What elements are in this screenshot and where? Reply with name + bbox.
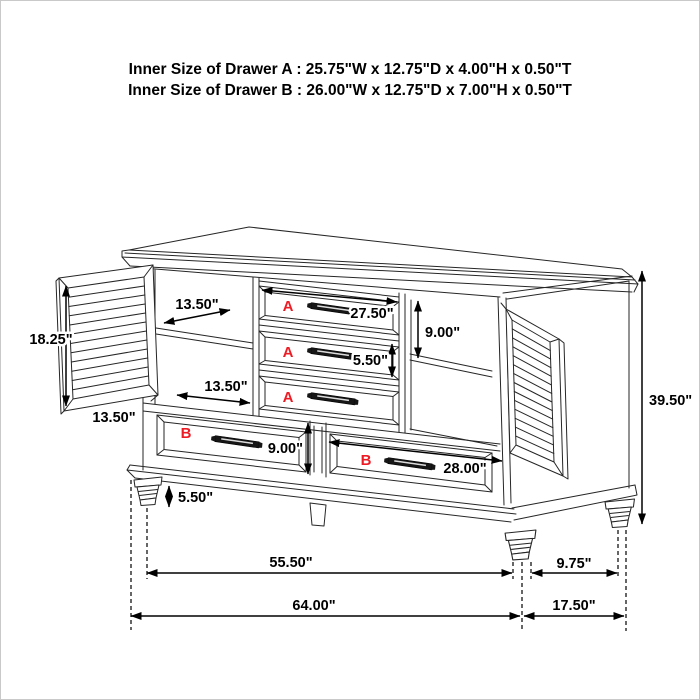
arrow-left-opening-width [177,395,250,403]
dim-label-drawer-b-face-height: 9.00" [267,441,303,457]
label-drawer-b2: B [360,452,372,469]
dim-label-side-leg-span: 9.75" [556,556,592,572]
drawer-b-row [157,415,492,492]
front-left-leg [134,477,162,506]
dim-label-overall-depth: 17.50" [552,598,596,614]
dresser-line-art [1,1,700,700]
right-opening-shelf [410,300,497,446]
left-opening-shelf [156,328,253,349]
center-leg [310,503,326,526]
dim-label-overall-height: 39.50" [649,393,693,409]
label-drawer-a3: A [282,389,294,406]
dim-label-drawer-a-width: 27.50" [350,306,394,322]
drawer-b-spec: Inner Size of Drawer B : 26.00"W x 12.75"D x 7.00"H x 0.50"T [128,82,572,99]
cabinet-line-art [56,227,638,560]
dim-label-left-shelf-width: 13.50" [175,297,219,313]
back-right-leg [605,499,634,528]
dim-label-left-opening-width: 13.50" [204,379,248,395]
dim-label-left-door-width: 13.50" [92,410,136,426]
dim-label-drawer-a-face-height: 5.50" [352,353,388,369]
label-drawer-a2: A [282,344,294,361]
dim-label-right-opening-height: 9.00" [425,325,461,341]
dim-label-front-leg-span: 55.50" [269,555,313,571]
cabinet-top [122,227,638,293]
dim-label-drawer-b-width: 28.00" [443,461,487,477]
label-drawer-b1: B [180,425,192,442]
dim-label-door-height: 18.25" [29,332,73,348]
label-drawer-a1: A [282,298,294,315]
dim-label-overall-width: 64.00" [292,598,336,614]
drawer-a-spec: Inner Size of Drawer A : 25.75"W x 12.75"D x 4.00"H x 0.50"T [128,61,572,78]
right-louvered-door [501,303,568,479]
dim-label-leg-height: 5.50" [178,490,214,506]
front-right-leg [505,530,536,560]
